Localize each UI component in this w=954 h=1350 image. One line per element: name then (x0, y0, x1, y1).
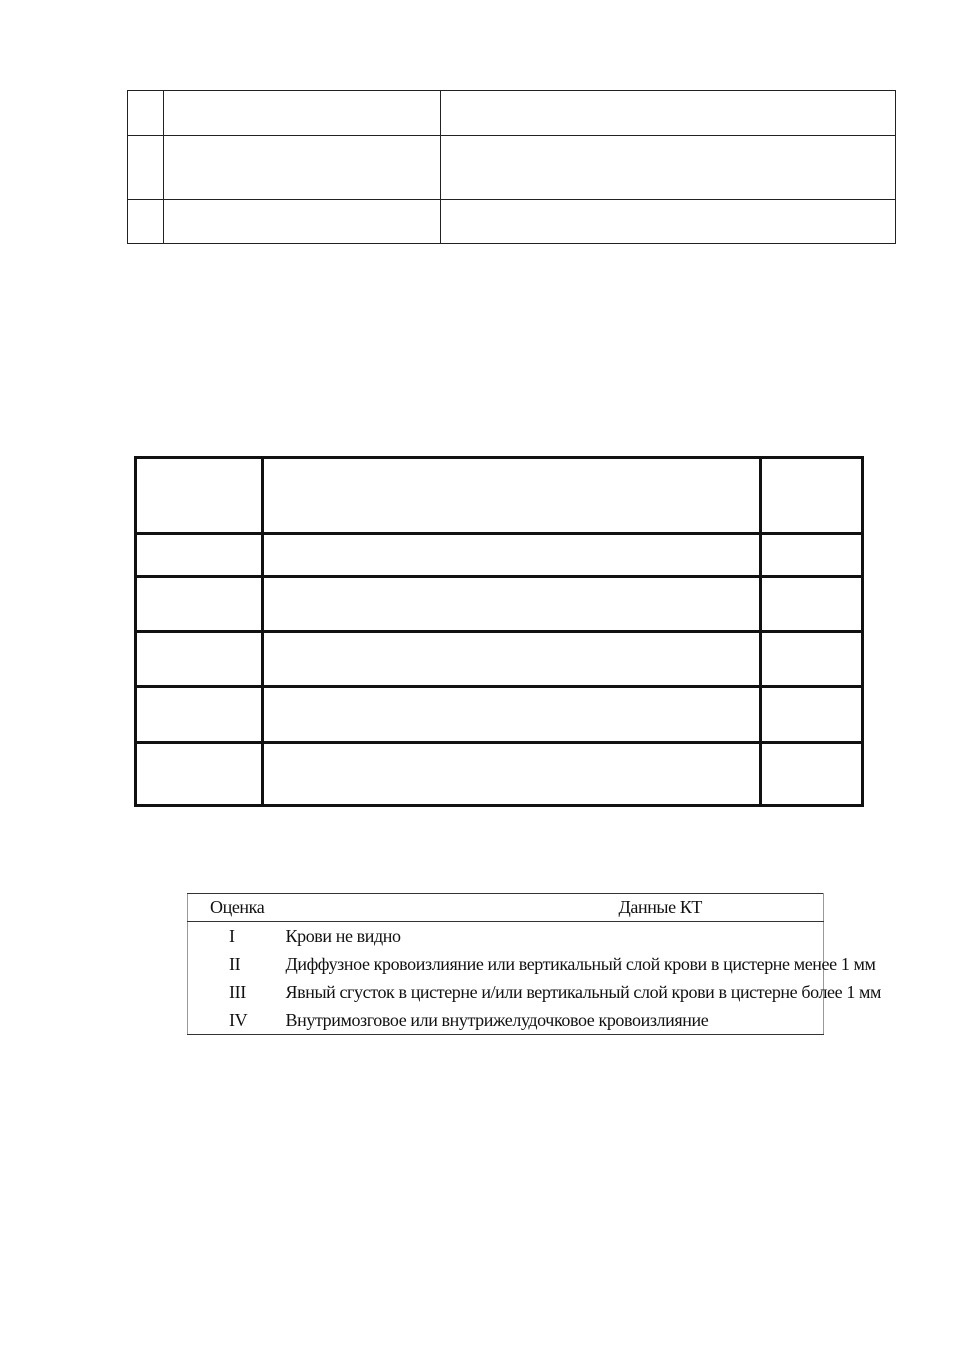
table-cell (136, 632, 263, 687)
table-cell (164, 200, 441, 244)
table-row (188, 1006, 824, 1035)
table-row (136, 743, 863, 806)
grade-cell: IV (229, 1009, 248, 1030)
table-header-row (188, 894, 824, 922)
table-cell (441, 200, 896, 244)
table-cell (128, 136, 164, 200)
table-cell (441, 136, 896, 200)
empty-table-top (127, 90, 896, 244)
table-cell (761, 743, 863, 806)
table-header-row (136, 458, 863, 534)
description-cell: Крови не видно (285, 925, 401, 946)
table-row (188, 950, 824, 978)
table-cell (136, 577, 263, 632)
table-row (188, 978, 824, 1006)
table-cell (761, 534, 863, 577)
table-cell (263, 458, 761, 534)
table-cell (128, 200, 164, 244)
table-cell (263, 743, 761, 806)
grade-cell: I (229, 925, 235, 946)
grade-column-header: Оценка (188, 894, 280, 922)
table-cell (263, 577, 761, 632)
table-row (136, 577, 863, 632)
table-cell (263, 687, 761, 743)
description-cell: Внутримозговое или внутрижелудочковое кровоизлияние (285, 1009, 709, 1030)
table-row (128, 200, 896, 244)
table-cell (441, 91, 896, 136)
table-cell (761, 632, 863, 687)
table-row (188, 922, 824, 951)
description-cell: Диффузное кровоизлияние или вертикальный слой крови в цистерне менее 1 мм (285, 953, 876, 974)
table-cell (761, 687, 863, 743)
table-row (128, 91, 896, 136)
table-row (136, 687, 863, 743)
table-row (128, 136, 896, 200)
table-cell (136, 534, 263, 577)
grade-cell: III (229, 981, 246, 1002)
table-cell (761, 458, 863, 534)
table-cell (164, 136, 441, 200)
table-cell (761, 577, 863, 632)
table-cell (263, 534, 761, 577)
table-cell (136, 743, 263, 806)
table-cell (128, 91, 164, 136)
table-cell (136, 458, 263, 534)
table-row (136, 534, 863, 577)
grade-cell: II (229, 953, 241, 974)
description-cell: Явный сгусток в цистерне и/или вертикальный слой крови в цистерне более 1 мм (285, 981, 882, 1002)
table-cell (263, 632, 761, 687)
table-row (136, 632, 863, 687)
ct-grading-table (187, 893, 882, 1035)
table-cell (136, 687, 263, 743)
table-cell (164, 91, 441, 136)
ct-data-column-header: Данные КТ (280, 894, 824, 922)
empty-table-middle (134, 456, 864, 807)
